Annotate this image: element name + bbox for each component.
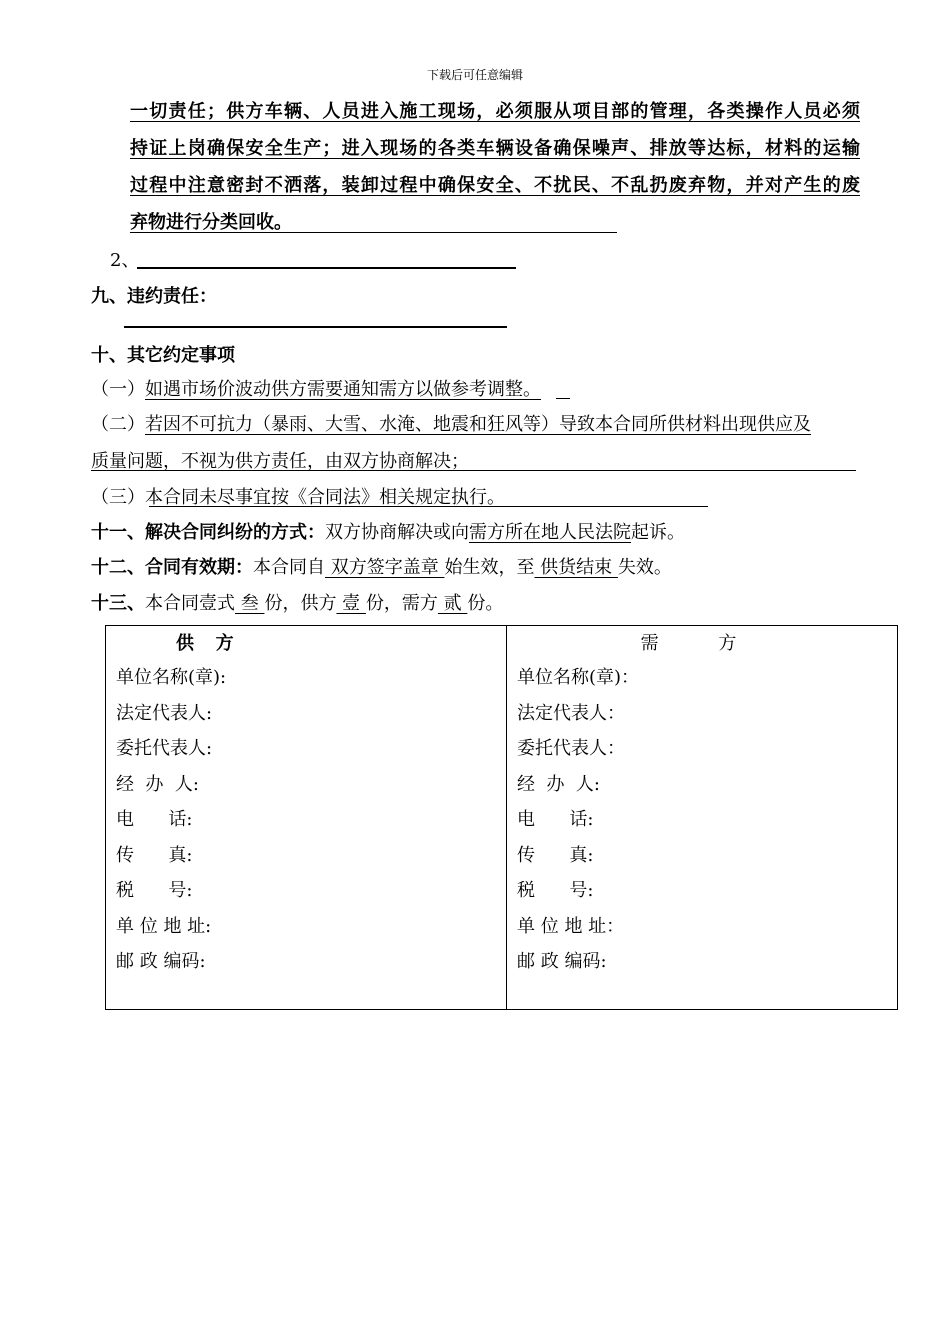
- page-header-note: 下载后可任意编辑: [426, 68, 523, 82]
- supplier-field: 传 真:: [116, 844, 193, 866]
- clause8-line-4-underline: [130, 232, 617, 233]
- clause10-item3-label: （三）: [91, 487, 145, 508]
- clause13-mid2: 份，需方: [365, 593, 438, 614]
- clause10-item2-label: （二）: [91, 414, 145, 435]
- clause10-item2-line-2-underline: [91, 470, 856, 471]
- clause9-blank: [124, 326, 507, 328]
- buyer-field: 单位名称(章)：: [517, 667, 640, 688]
- clause11: [91, 521, 685, 545]
- clause9-title: 九、违约责任：: [91, 286, 217, 307]
- buyer-heading: 需 方: [640, 633, 764, 654]
- buyer-field: 单 位 地 址：: [517, 915, 625, 937]
- clause13-title: 十三、: [91, 593, 145, 614]
- clause10-item1: [91, 378, 541, 402]
- clause10-item2-line-1: [91, 413, 860, 437]
- clause10-item1-text: 如遇市场价波动供方需要通知需方以做参考调整。: [145, 379, 541, 400]
- supplier-field: 单 位 地 址:: [116, 915, 212, 937]
- buyer-field: 税 号:: [517, 880, 594, 901]
- supplier-field: 单位名称(章):: [116, 667, 227, 688]
- supplier-column: [106, 626, 507, 1010]
- buyer-field: 邮 政 编码:: [517, 951, 607, 972]
- clause8-line-3: 过程中注意密封不洒落，装卸过程中确保安全、不扰民、不乱扔废弃物，并对产生的废: [130, 175, 860, 196]
- clause10-item2-text-a: 若因不可抗力（暴雨、大雪、水淹、地震和狂风等）导致本合同所供材料出现供应及: [145, 414, 811, 435]
- clause8-item2-blank: [137, 267, 516, 269]
- clause10-item1-tail-rule: [556, 398, 570, 399]
- supplier-field: 邮 政 编码:: [116, 951, 206, 972]
- clause10-item2-line-2: 质量问题，不视为供方责任，由双方协商解决；: [91, 451, 469, 472]
- buyer-column: [507, 626, 898, 1010]
- clause11-title: 十一、解决合同纠纷的方式：: [91, 522, 325, 543]
- clause12-mid: 始生效，至: [444, 557, 535, 578]
- clause8-line-4: 弃物进行分类回收。: [130, 212, 292, 233]
- clause11-post: 起诉。: [631, 522, 685, 543]
- buyer-field: 法定代表人：: [517, 702, 625, 724]
- supplier-field: 税 号:: [116, 880, 193, 901]
- clause12-title: 十二、合同有效期：: [91, 557, 253, 578]
- clause10-item3-text: 本合同未尽事宜按《合同法》相关规定执行。: [145, 487, 505, 508]
- clause11-pre: 双方协商解决或向: [325, 522, 469, 543]
- supplier-field: 电 话:: [116, 809, 193, 830]
- clause12-start: 双方签字盖章: [325, 557, 445, 578]
- clause13-supplier-count: 壹: [336, 593, 366, 614]
- clause13-pre: 本合同壹式: [145, 593, 235, 614]
- clause12: [91, 556, 672, 580]
- clause13-mid1: 份，供方: [264, 593, 337, 614]
- buyer-field: 电 话:: [517, 809, 594, 830]
- supplier-heading: 供方: [176, 633, 256, 654]
- clause8-line-2: 持证上岗确保安全生产；进入现场的各类车辆设备确保噪声、排放等达标，材料的运输: [130, 138, 860, 159]
- clause10-item1-label: （一）: [91, 379, 145, 400]
- clause13-buyer-count: 贰: [437, 593, 468, 614]
- clause13: [91, 592, 503, 616]
- clause8-line-1: 一切责任；供方车辆、人员进入施工现场，必须服从项目部的管理，各类操作人员必须: [130, 101, 860, 122]
- supplier-field: 经 办 人:: [116, 773, 199, 795]
- clause8-item2-label: 2、: [110, 250, 140, 271]
- clause12-post: 失效。: [617, 557, 672, 578]
- signature-table: [105, 625, 898, 1010]
- buyer-field: 委托代表人：: [517, 738, 625, 759]
- clause13-post: 份。: [467, 593, 504, 614]
- clause10-title: 十、其它约定事项: [91, 345, 235, 366]
- buyer-field: 传 真:: [517, 844, 594, 866]
- supplier-field: 委托代表人:: [116, 738, 213, 759]
- clause13-total: 叁: [235, 593, 265, 614]
- clause12-pre: 本合同自: [253, 557, 325, 578]
- clause12-end: 供货结束: [534, 557, 618, 578]
- supplier-field: 法定代表人:: [116, 702, 213, 724]
- buyer-field: 经 办 人:: [517, 773, 600, 795]
- clause11-court: 需方所在地人民法院: [469, 522, 631, 543]
- clause10-item3-underline: [149, 506, 708, 507]
